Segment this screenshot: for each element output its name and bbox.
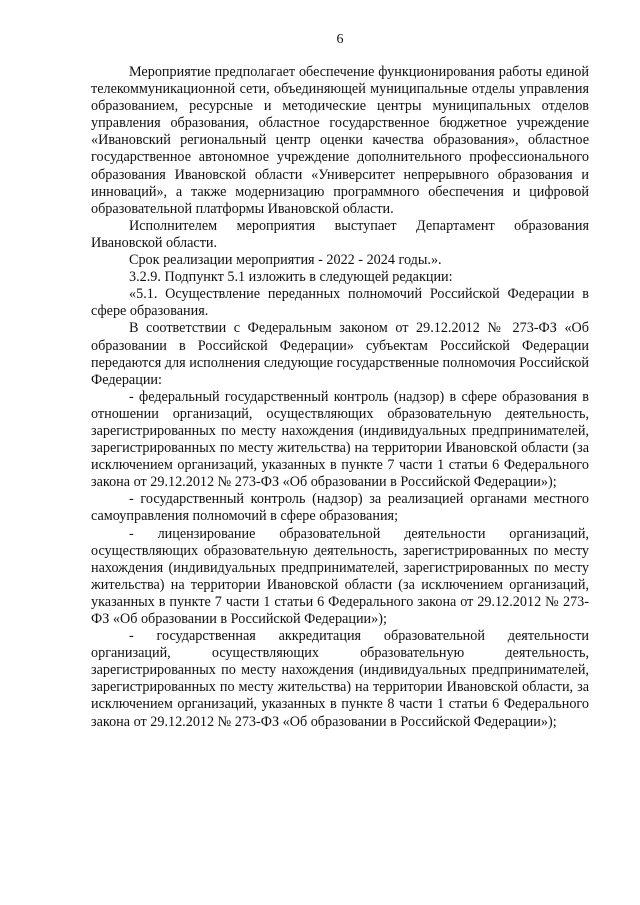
paragraph-executor: Исполнителем мероприятия выступает Департамент образования Ивановской области.	[91, 217, 589, 251]
paragraph-federal-law-intro: В соответствии с Федеральным законом от 29.12.2012 № 273-ФЗ «Об образовании в Российской Федерации» субъектам Российской Федерации передаются для исполнения следующие государственные полномочия Российской Федерации:	[91, 320, 589, 388]
list-item-federal-control: - федеральный государственный контроль (надзор) в сфере образования в отношении организаций, осуществляющих образовательную деятельность, зарегистрированных по месту нахождения (индивидуальных предпринимателей, зарегистрированных по месту жительства) на территории Ивановской области (за исключением организаций, указанных в пункте 7 части 1 статьи 6 Федерального закона от 29.12.2012 № 273-ФЗ «Об образовании в Российской Федерации»);	[91, 388, 589, 491]
document-body	[91, 64, 589, 731]
paragraph-amendment-3-2-9: 3.2.9. Подпункт 5.1 изложить в следующей редакции:	[129, 269, 453, 286]
page-number: 6	[336, 32, 344, 47]
list-item-licensing: - лицензирование образовательной деятельности организаций, осуществляющих образовательную деятельность, зарегистрированных по месту нахождения (индивидуальных предпринимателей, зарегистрированных по месту жительства) на территории Ивановской области (за исключением организаций, указанных в пункте 7 части 1 статьи 6 Федерального закона от 29.12.2012 № 273-ФЗ «Об образовании в Российской Федерации»);	[91, 525, 589, 627]
list-item-accreditation: - государственная аккредитация образовательной деятельности организаций, осуществляющих образовательную деятельность, зарегистрированных по месту нахождения (индивидуальных предпринимателей, зарегистрированных по месту жительства) на территории Ивановской области, за исключением организаций, указанных в пункте 8 части 1 статьи 6 Федерального закона от 29.12.2012 № 273-ФЗ «Об образовании в Российской Федерации»);	[91, 628, 589, 730]
list-item-municipal-control: - государственный контроль (надзор) за реализацией органами местного самоуправления полномочий в сфере образования;	[91, 491, 589, 525]
paragraph-event-description: Мероприятие предполагает обеспечение функционирования работы единой телекоммуникационной сети, объединяющей муниципальные отделы управления образованием, ресурсные и методические центры муниципальных отделов управления образования, областное государственное бюджетное учреждение «Ивановский региональный центр оценки качества образования», областное государственное автономное учреждение дополнительного профессионального образования Ивановской области «Университет непрерывного образования и инноваций», а также модернизацию программного обеспечения и цифровой образовательной платформы Ивановской области.	[91, 64, 589, 217]
paragraph-deadline: Срок реализации мероприятия - 2022 - 2024 годы.».	[129, 252, 442, 269]
paragraph-subsection-5-1-title: «5.1. Осуществление переданных полномочий Российской Федерации в сфере образования.	[91, 286, 589, 320]
